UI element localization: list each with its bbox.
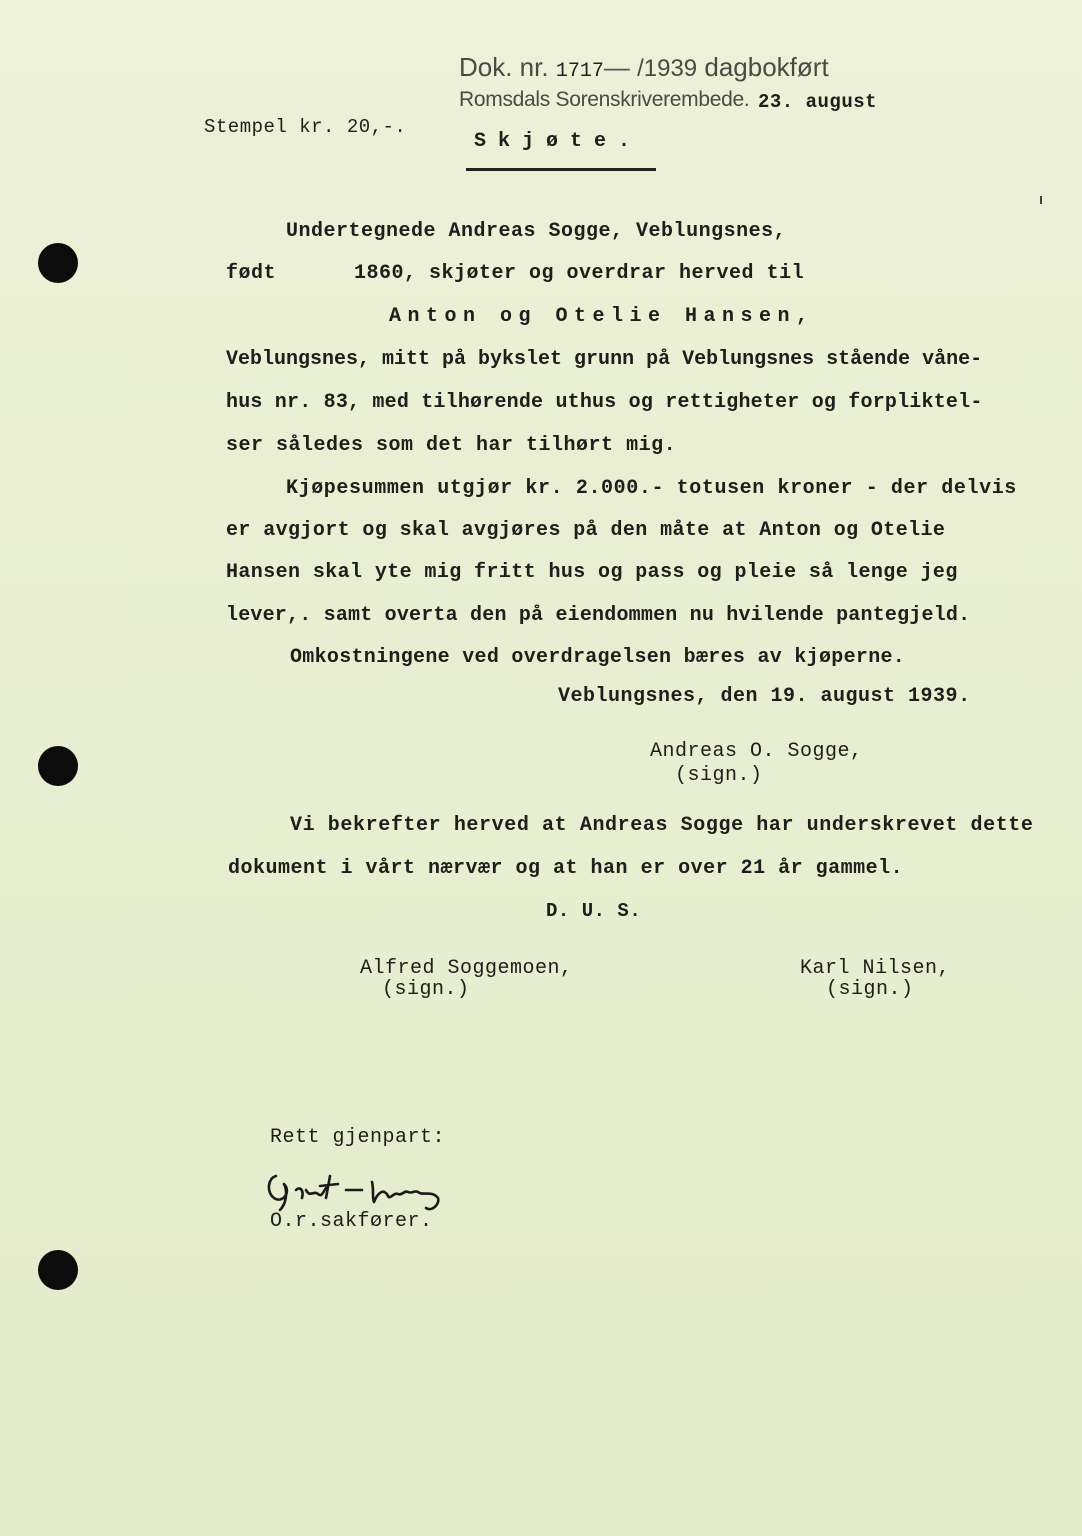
body-line-10: lever,. samt overta den på eiendommen nu hvilende pantegjeld. <box>226 604 971 627</box>
punch-hole <box>38 243 78 283</box>
document-title: Skjøte. <box>474 130 643 153</box>
body-line-5: hus nr. 83, med tilhørende uthus og rettigheter og forpliktel- <box>226 391 983 414</box>
seller-sign: (sign.) <box>675 764 763 787</box>
witness-line-1: Vi bekrefter herved at Andreas Sogge har underskrevet dette <box>290 814 1034 837</box>
body-line-8: er avgjort og skal avgjøres på den måte at Anton og Otelie <box>226 519 946 542</box>
stamp-doc-label: Dok. nr. <box>459 52 549 82</box>
witness-2-name: Karl Nilsen, <box>800 957 951 980</box>
stamp-doc-line: Dok. nr. 1717— /1939 dagbokført <box>459 52 829 83</box>
witness-1-sign: (sign.) <box>382 978 470 1001</box>
dus-marker: D. U. S. <box>546 900 642 922</box>
body-line-2b: 1860, skjøter og overdrar herved til <box>354 262 805 285</box>
witness-line-2: dokument i vårt nærvær og at han er over 21 år gammel. <box>228 857 904 880</box>
stamp-doc-year: /1939 <box>637 55 698 82</box>
body-line-11: Omkostningene ved overdragelsen bæres av kjøperne. <box>290 646 906 669</box>
stamp-doc-suffix: dagbokført <box>704 52 829 82</box>
speck <box>1040 196 1042 204</box>
title-underline <box>466 168 656 171</box>
stempel-fee: Stempel kr. 20,-. <box>204 116 407 138</box>
footer-title: O.r.sakfører. <box>270 1210 433 1233</box>
body-line-7: Kjøpesummen utgjør kr. 2.000.- totusen kroner - der delvis <box>286 477 1017 500</box>
body-line-4: Veblungsnes, mitt på bykslet grunn på Veblungsnes stående våne- <box>226 348 983 371</box>
rett-gjenpart: Rett gjenpart: <box>270 1126 446 1149</box>
body-line-2a: født <box>226 262 277 285</box>
handwritten-signature <box>262 1168 462 1216</box>
place-date: Veblungsnes, den 19. august 1939. <box>558 685 971 708</box>
body-line-6: ser således som det har tilhørt mig. <box>226 434 677 457</box>
seller-name: Andreas O. Sogge, <box>650 740 863 763</box>
body-line-3: Anton og Otelie Hansen, <box>389 305 815 328</box>
punch-hole <box>38 746 78 786</box>
punch-hole <box>38 1250 78 1290</box>
stamp-office: Romsdals Sorenskriverembede. <box>459 88 750 111</box>
witness-2-sign: (sign.) <box>826 978 914 1001</box>
stamp-doc-number: 1717 <box>555 60 604 83</box>
body-line-9: Hansen skal yte mig fritt hus og pass og pleie så lenge jeg <box>226 561 958 584</box>
stamp-date: 23. august <box>758 91 878 113</box>
body-line-1: Undertegnede Andreas Sogge, Veblungsnes, <box>286 220 787 243</box>
witness-1-name: Alfred Soggemoen, <box>360 957 573 980</box>
